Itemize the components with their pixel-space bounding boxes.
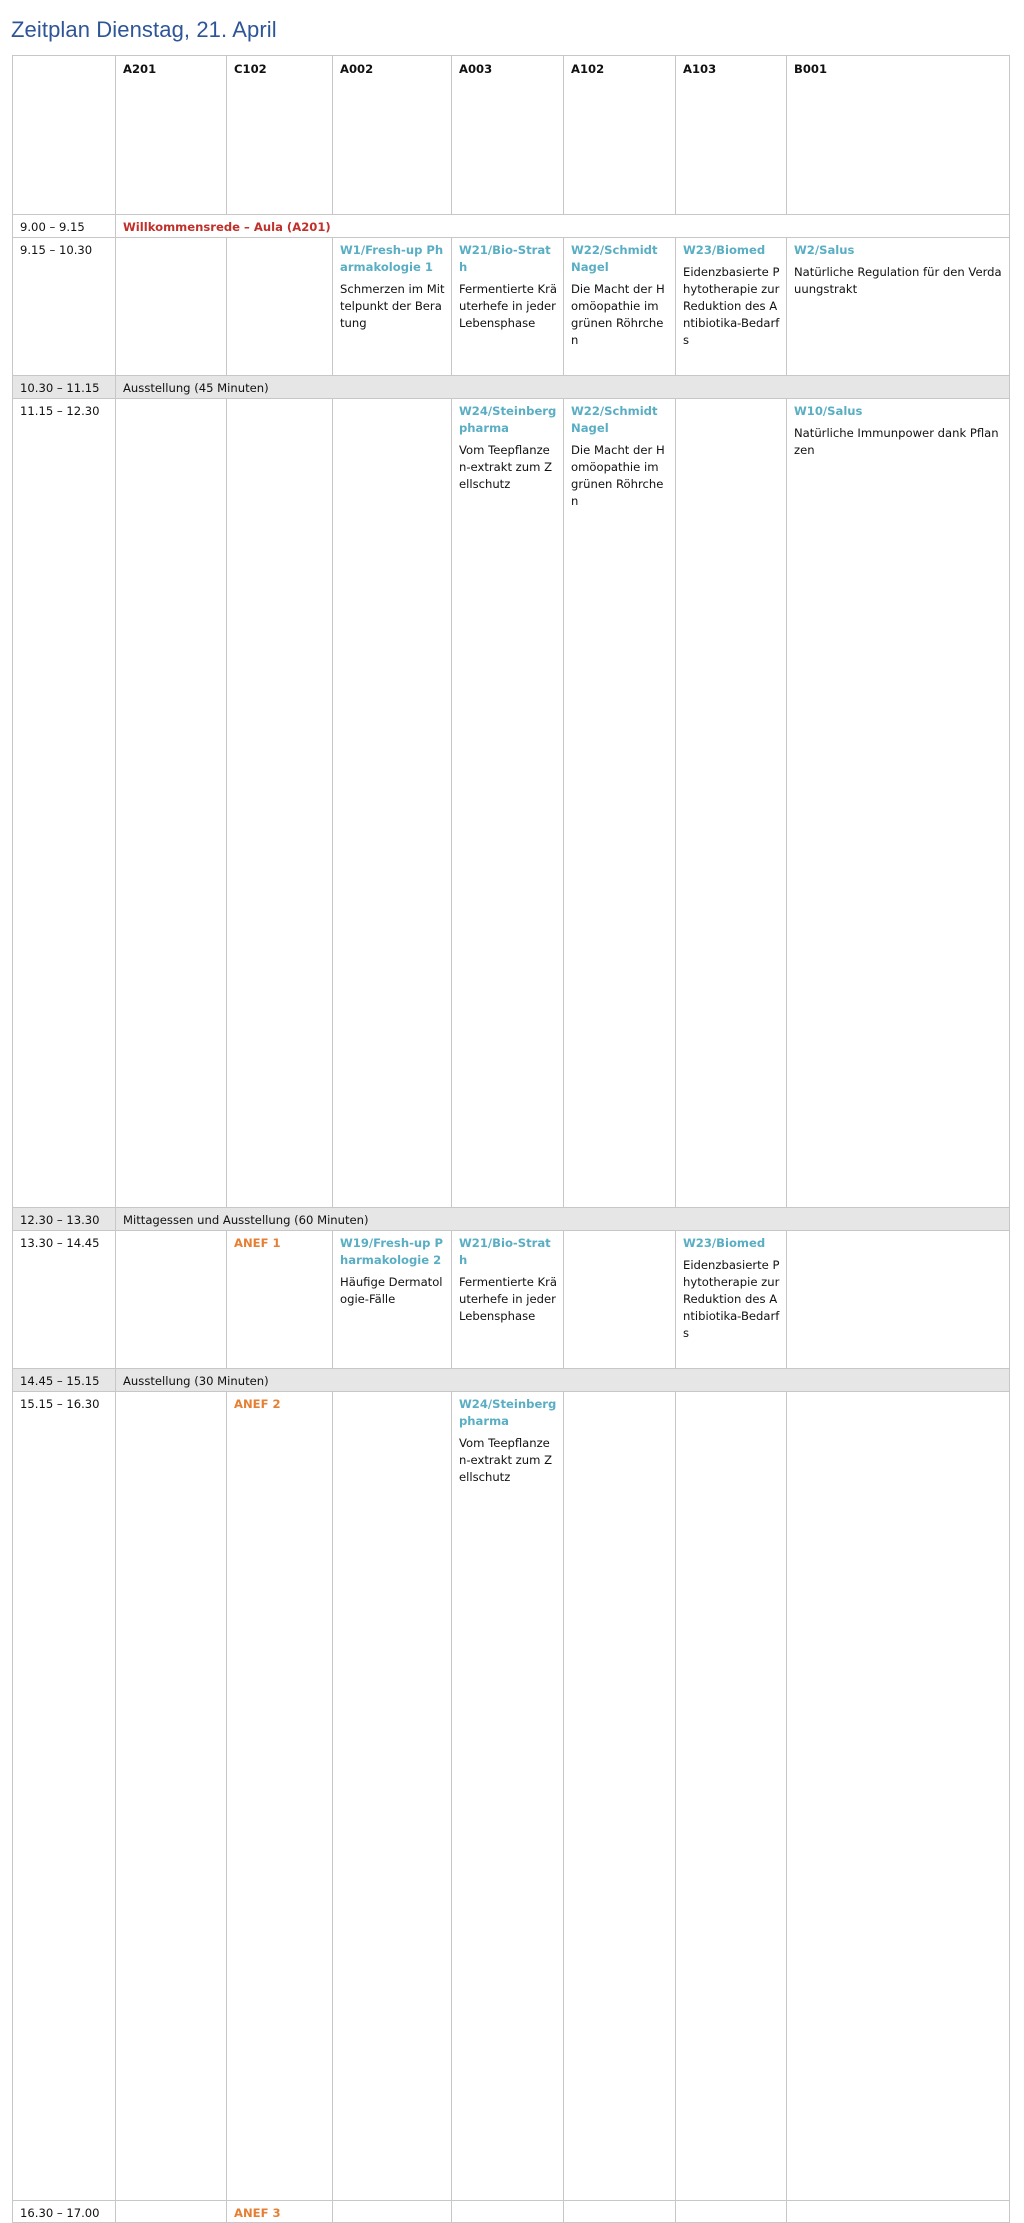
header-room: A103 (676, 56, 787, 215)
header-room: A102 (564, 56, 676, 215)
table-row (13, 399, 1010, 1208)
break-row (13, 1369, 1010, 1392)
session-desc: Schmerzen im Mittelpunkt der Beratung (340, 282, 445, 330)
break-text: Mittagessen und Ausstellung (60 Minuten) (116, 1208, 1010, 1231)
session-desc: Fermentierte Kräuterhefe in jeder Lebensphase (459, 282, 558, 330)
session-desc: Natürliche Regulation für den Verdauungstrakt (794, 265, 1002, 296)
empty-cell (227, 399, 333, 1208)
session-desc: Eidenzbasierte Phytotherapie zur Reduktion des Antibiotika-Bedarfs (683, 1258, 780, 1340)
time-cell: 14.45 – 15.15 (13, 1369, 116, 1392)
session-cell (452, 1392, 564, 2201)
session-desc: Fermentierte Kräuterhefe in jeder Lebensphase (459, 1275, 558, 1323)
empty-cell (564, 1231, 676, 1369)
session-title: W23/Biomed (683, 243, 766, 257)
anef-label: ANEF 3 (234, 2206, 281, 2220)
break-row (13, 376, 1010, 399)
header-row (13, 56, 1010, 215)
session-title: W24/Steinbergpharma (459, 404, 557, 435)
session-title: W22/Schmidt Nagel (571, 243, 658, 274)
break-text: Ausstellung (45 Minuten) (116, 376, 1010, 399)
header-room: A003 (452, 56, 564, 215)
break-row (13, 1208, 1010, 1231)
session-title: W10/Salus (794, 404, 863, 418)
session-title: W24/Steinbergpharma (459, 1397, 557, 1428)
table-row (13, 1231, 1010, 1369)
anef-label: ANEF 2 (234, 1397, 281, 1411)
empty-cell (564, 1392, 676, 2201)
session-cell (787, 399, 1010, 1208)
time-cell: 12.30 – 13.30 (13, 1208, 116, 1231)
session-cell (676, 1231, 787, 1369)
session-title: W1/Fresh-up Pharmakologie 1 (340, 243, 444, 274)
table-row (13, 238, 1010, 376)
time-cell: 11.15 – 12.30 (13, 399, 116, 1208)
header-room: A201 (116, 56, 227, 215)
session-title: W21/Bio-Strath (459, 243, 551, 274)
session-title: W2/Salus (794, 243, 855, 257)
session-cell (564, 399, 676, 1208)
session-cell (452, 238, 564, 376)
page-title: Zeitplan Dienstag, 21. April (11, 17, 277, 42)
session-cell (564, 238, 676, 376)
empty-cell (787, 1231, 1010, 1369)
empty-cell (333, 2201, 452, 2223)
anef-cell (227, 1392, 333, 2201)
session-desc: Die Macht der Homöopathie im grünen Röhrchen (571, 443, 665, 508)
empty-cell (676, 1392, 787, 2201)
anef-label: ANEF 1 (234, 1236, 281, 1250)
session-desc: Natürliche Immunpower dank Pflanzen (794, 426, 999, 457)
welcome-text: Willkommensrede – Aula (A201) (123, 220, 331, 234)
time-cell: 16.30 – 17.00 (13, 2201, 116, 2223)
empty-cell (333, 1392, 452, 2201)
session-cell (452, 399, 564, 1208)
session-cell (787, 238, 1010, 376)
session-title: W21/Bio-Strath (459, 1236, 551, 1267)
session-desc: Vom Teepflanzen-extrakt zum Zellschutz (459, 443, 553, 491)
session-cell (676, 238, 787, 376)
time-cell: 9.00 – 9.15 (13, 215, 116, 238)
session-title: W22/Schmidt Nagel (571, 404, 658, 435)
session-desc: Vom Teepflanzen-extrakt zum Zellschutz (459, 1436, 553, 1484)
session-desc: Häufige Dermatologie-Fälle (340, 1275, 443, 1306)
time-cell: 10.30 – 11.15 (13, 376, 116, 399)
schedule-table (12, 55, 1010, 2223)
session-cell (333, 1231, 452, 1369)
header-room: B001 (787, 56, 1010, 215)
empty-cell (676, 2201, 787, 2223)
empty-cell (676, 399, 787, 1208)
empty-cell (787, 1392, 1010, 2201)
table-row (13, 2201, 1010, 2223)
table-row (13, 215, 1010, 238)
session-title: W23/Biomed (683, 1236, 766, 1250)
time-cell: 15.15 – 16.30 (13, 1392, 116, 2201)
session-cell (452, 1231, 564, 1369)
session-cell (333, 238, 452, 376)
empty-cell (116, 2201, 227, 2223)
empty-cell (116, 399, 227, 1208)
anef-cell (227, 2201, 333, 2223)
table-row (13, 1392, 1010, 2201)
session-desc: Die Macht der Homöopathie im grünen Röhrchen (571, 282, 665, 347)
empty-cell (116, 238, 227, 376)
empty-cell (452, 2201, 564, 2223)
empty-cell (333, 399, 452, 1208)
welcome-cell (116, 215, 1010, 238)
anef-cell (227, 1231, 333, 1369)
empty-cell (116, 1231, 227, 1369)
session-title: W19/Fresh-up Pharmakologie 2 (340, 1236, 443, 1267)
empty-cell (787, 2201, 1010, 2223)
empty-cell (564, 2201, 676, 2223)
session-desc: Eidenzbasierte Phytotherapie zur Reduktion des Antibiotika-Bedarfs (683, 265, 780, 347)
time-cell: 9.15 – 10.30 (13, 238, 116, 376)
break-text: Ausstellung (30 Minuten) (116, 1369, 1010, 1392)
empty-cell (116, 1392, 227, 2201)
empty-cell (227, 238, 333, 376)
time-cell: 13.30 – 14.45 (13, 1231, 116, 1369)
header-time (13, 56, 116, 215)
header-room: C102 (227, 56, 333, 215)
header-room: A002 (333, 56, 452, 215)
